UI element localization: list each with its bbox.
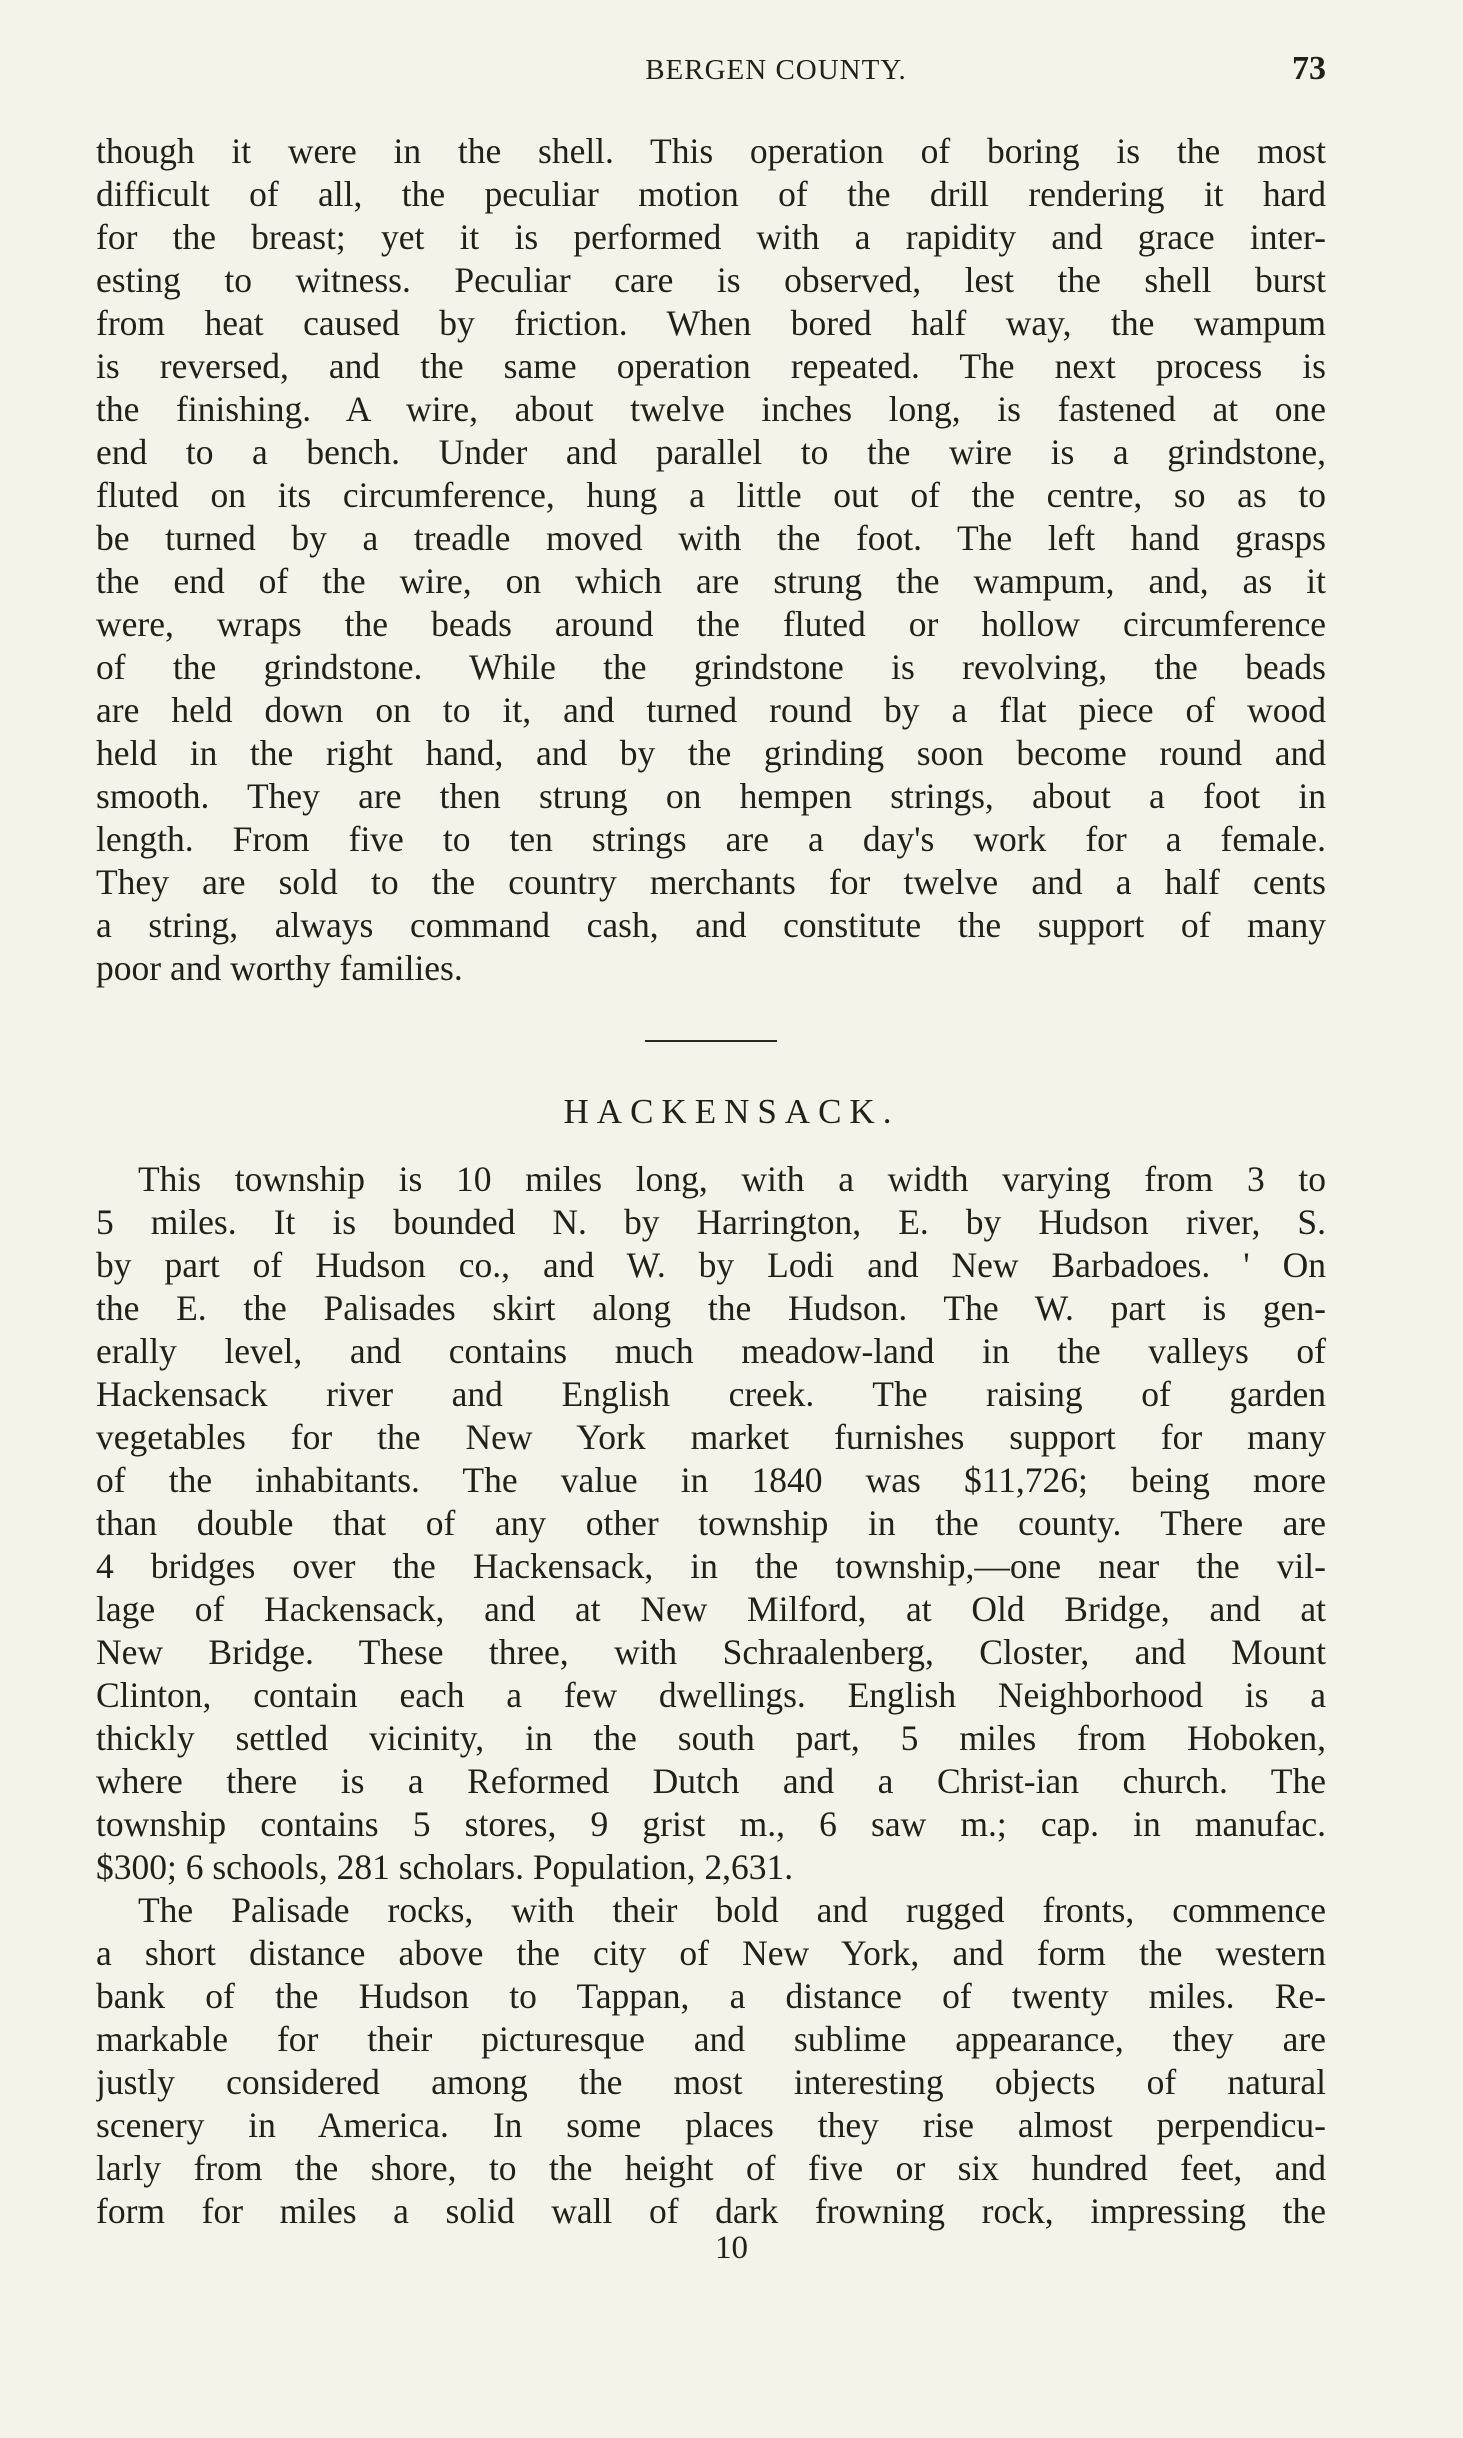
text-line: 5 miles. It is bounded N. by Harrington, E. by Hudson river, S. — [96, 1202, 1326, 1242]
text-line: though it were in the shell. This operation of boring is the most — [96, 131, 1326, 171]
text-line: are held down on to it, and turned round by a flat piece of wood — [96, 690, 1326, 730]
text-line: smooth. They are then strung on hempen strings, about a foot in — [96, 776, 1326, 816]
text-line: vegetables for the New York market furnishes support for many — [96, 1417, 1326, 1457]
text-line: where there is a Reformed Dutch and a Christ-ian church. The — [96, 1761, 1326, 1801]
text-line: esting to witness. Peculiar care is observed, lest the shell burst — [96, 260, 1326, 300]
text-line: markable for their picturesque and sublime appearance, they are — [96, 2019, 1326, 2059]
signature-mark: 10 — [715, 2230, 748, 2266]
text-line: than double that of any other township in the county. There are — [96, 1503, 1326, 1543]
text-line: The Palisade rocks, with their bold and rugged fronts, commence — [138, 1890, 1326, 1930]
text-line: lage of Hackensack, and at New Milford, at Old Bridge, and at — [96, 1589, 1326, 1629]
text-line: the E. the Palisades skirt along the Hudson. The W. part is gen- — [96, 1288, 1326, 1328]
text-line: difficult of all, the peculiar motion of the drill rendering it hard — [96, 174, 1326, 214]
text-line: erally level, and contains much meadow-land in the valleys of — [96, 1331, 1326, 1371]
text-line: length. From five to ten strings are a day's work for a female. — [96, 819, 1326, 859]
page-number: 73 — [1292, 50, 1326, 87]
text-line: of the grindstone. While the grindstone is revolving, the beads — [96, 647, 1326, 687]
text-line: larly from the shore, to the height of five or six hundred feet, and — [96, 2148, 1326, 2188]
palisade-paragraph — [96, 1889, 1326, 2233]
text-line: $300; 6 schools, 281 scholars. Population, 2,631. — [96, 1847, 794, 1887]
text-line: justly considered among the most interesting objects of natural — [96, 2062, 1326, 2102]
running-title: BERGEN COUNTY. — [645, 54, 907, 86]
text-line: the end of the wire, on which are strung the wampum, and, as it — [96, 561, 1326, 601]
hackensack-paragraph — [96, 1158, 1326, 1889]
text-line: a string, always command cash, and constitute the support of many — [96, 905, 1326, 945]
text-line: bank of the Hudson to Tappan, a distance of twenty miles. Re- — [96, 1976, 1326, 2016]
running-head — [96, 46, 1326, 96]
text-line: poor and worthy families. — [96, 948, 463, 988]
text-line: thickly settled vicinity, in the south part, 5 miles from Hoboken, — [96, 1718, 1326, 1758]
text-line: This township is 10 miles long, with a width varying from 3 to — [138, 1159, 1326, 1199]
text-line: held in the right hand, and by the grinding soon become round and — [96, 733, 1326, 773]
wampum-paragraph — [96, 130, 1326, 990]
section-heading: HACKENSACK. — [563, 1092, 900, 1131]
text-line: form for miles a solid wall of dark frowning rock, impressing the — [96, 2191, 1326, 2231]
text-line: New Bridge. These three, with Schraalenberg, Closter, and Mount — [96, 1632, 1326, 1672]
text-line: from heat caused by friction. When bored half way, the wampum — [96, 303, 1326, 343]
text-line: were, wraps the beads around the fluted or hollow circumference — [96, 604, 1326, 644]
section-divider — [645, 1040, 777, 1042]
text-line: end to a bench. Under and parallel to the wire is a grindstone, — [96, 432, 1326, 472]
text-line: by part of Hudson co., and W. by Lodi and New Barbadoes. ' On — [96, 1245, 1326, 1285]
text-line: 4 bridges over the Hackensack, in the township,—one near the vil- — [96, 1546, 1326, 1586]
text-line: is reversed, and the same operation repeated. The next process is — [96, 346, 1326, 386]
text-line: for the breast; yet it is performed with a rapidity and grace inter- — [96, 217, 1326, 257]
text-line: the finishing. A wire, about twelve inches long, is fastened at one — [96, 389, 1326, 429]
text-line: be turned by a treadle moved with the foot. The left hand grasps — [96, 518, 1326, 558]
text-line: fluted on its circumference, hung a little out of the centre, so as to — [96, 475, 1326, 515]
text-line: Clinton, contain each a few dwellings. English Neighborhood is a — [96, 1675, 1326, 1715]
text-line: Hackensack river and English creek. The raising of garden — [96, 1374, 1326, 1414]
text-line: They are sold to the country merchants for twelve and a half cents — [96, 862, 1326, 902]
text-line: township contains 5 stores, 9 grist m., 6 saw m.; cap. in manufac. — [96, 1804, 1326, 1844]
text-line: of the inhabitants. The value in 1840 was $11,726; being more — [96, 1460, 1326, 1500]
text-line: scenery in America. In some places they rise almost perpendicu- — [96, 2105, 1326, 2145]
text-line: a short distance above the city of New York, and form the western — [96, 1933, 1326, 1973]
